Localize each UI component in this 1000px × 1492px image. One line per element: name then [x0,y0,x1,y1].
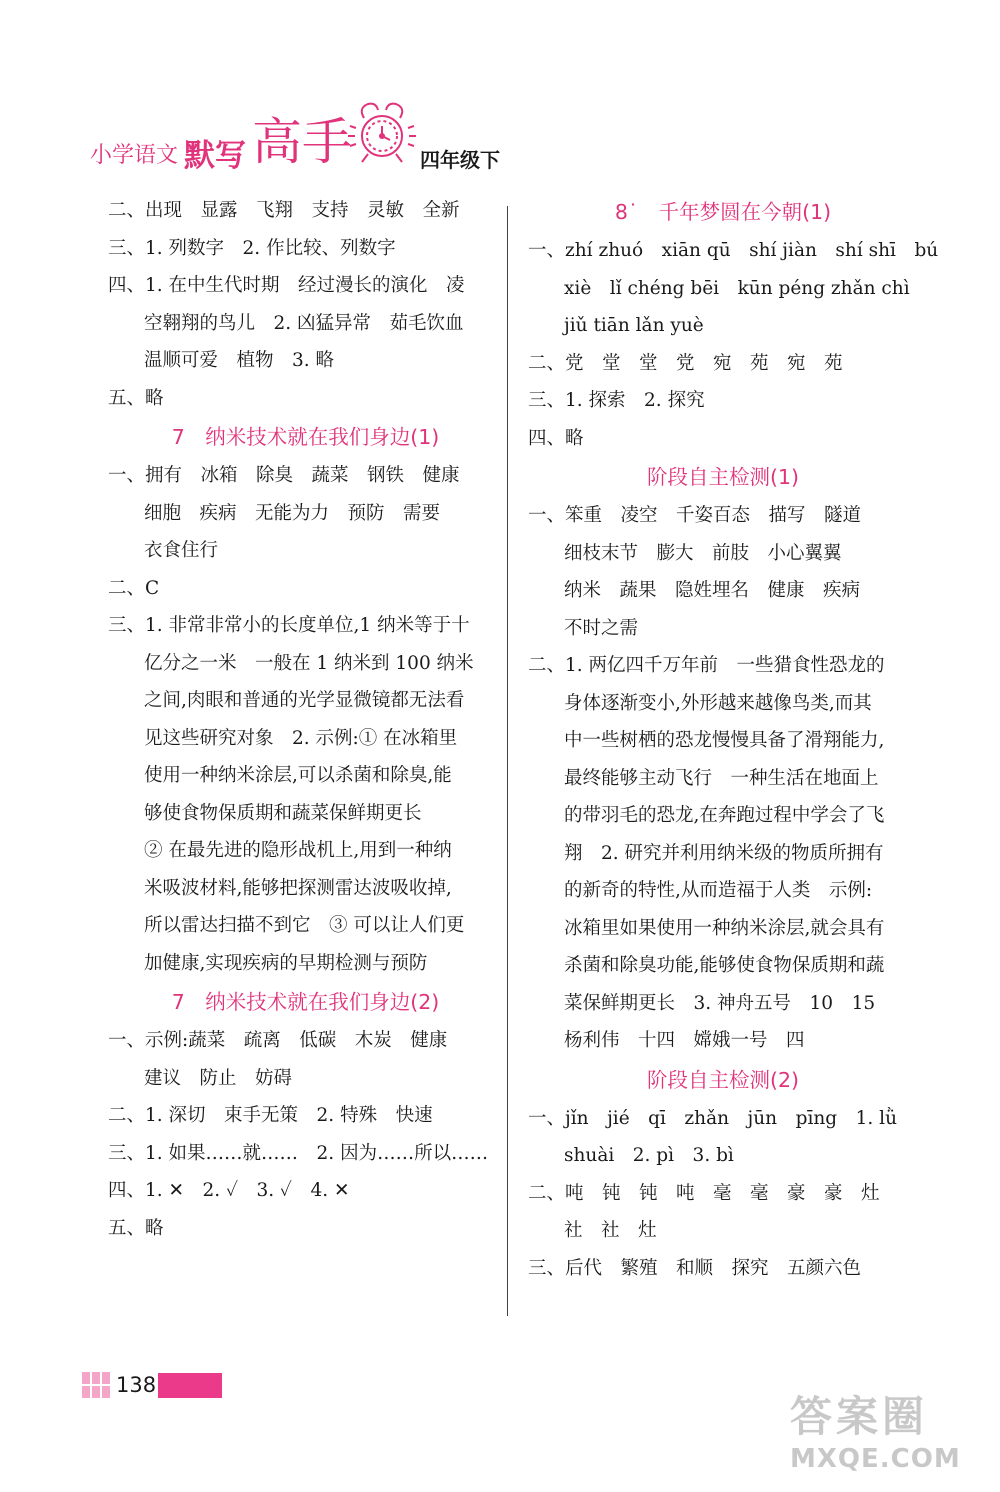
answer-line: 菜保鲜期更长 3. 神舟五号 10 15 [564,992,876,1014]
answer-line: 杨利伟 十四 嫦娥一号 四 [564,1030,805,1051]
answer-line: 一、示例:蔬菜 疏离 低碳 木炭 健康 [108,1030,448,1051]
section-title: 阶段自主检测(2) [646,1067,800,1092]
answer-line: 纳米 蔬果 隐姓埋名 健康 疾病 [564,580,861,601]
answer-line: jiǔ tiān lǎn yuè [564,315,704,336]
watermark-url: MXQE.COM [790,1444,961,1474]
answer-line: 的带羽毛的恐龙,在奔跑过程中学会了飞 [564,805,885,826]
answer-line: 身体逐渐变小,外形越来越像鸟类,而其 [564,692,872,714]
right-column [528,192,939,1287]
answer-line: 翔 2. 研究并利用纳米级的物质所拥有 [564,842,884,864]
answer-line: 所以雷达扫描不到它 ③ 可以让人们更 [144,915,465,936]
answer-line: 五、略 [108,387,164,409]
answer-line: 二、出现 显露 飞翔 支持 灵敏 全新 [108,200,460,221]
answer-line: 社 社 灶 [564,1220,657,1241]
answer-line: ② 在最先进的隐形战机上,用到一种纳 [144,840,452,861]
answer-line: 不时之需 [564,617,639,639]
answer-line: 亿分之一米 一般在 1 纳米到 100 纳米 [144,652,474,674]
answer-line: 二、1. 两亿四千万年前 一些猎食性恐龙的 [528,655,885,676]
brand-title-big: 高手 [252,113,352,171]
answer-line: 够使食物保质期和蔬菜保鲜期更长 [144,802,422,824]
brand-title-mid: 默写 [184,138,246,174]
answer-line: 一、jǐn jié qī zhǎn jūn pīng 1. lǜ [528,1107,897,1129]
footer-accent-bar [158,1373,222,1398]
left-column [108,192,503,1247]
answer-line: 细胞 疾病 无能为力 预防 需要 [144,502,441,524]
answer-line: 米吸波材料,能够把探测雷达波吸收掉, [144,877,452,899]
answer-line: 二、党 堂 堂 党 宛 苑 宛 苑 [528,352,843,374]
answer-line: 一、笨重 凌空 千姿百态 描写 隧道 [528,505,862,526]
answer-line: 五、略 [108,1217,164,1239]
answer-line: 四、1. ✕ 2. ✓ 3. ✓ 4. ✕ [108,1180,350,1201]
answer-line: 四、略 [528,427,584,449]
answer-line: 三、后代 繁殖 和顺 探究 五颜六色 [528,1257,862,1279]
answer-line: 一、拥有 冰箱 除臭 蔬菜 钢铁 健康 [108,465,460,486]
watermark-logo-text: 答案圈 [790,1392,929,1441]
answer-line: 三、1. 列数字 2. 作比较、列数字 [108,237,396,259]
answer-line: xiè lǐ chéng bēi kūn péng zhǎn chì [564,277,910,299]
brand-subject: 小学语文 [90,143,179,168]
answer-line: 二、1. 深切 束手无策 2. 特殊 快速 [108,1105,433,1126]
answer-line: 三、1. 探索 2. 探究 [528,390,705,411]
section-title: 7 纳米技术就在我们身边(2) [171,990,440,1014]
answer-line: 中一些树栖的恐龙慢慢具备了滑翔能力, [564,730,885,751]
answer-line: 使用一种纳米涂层,可以杀菌和除臭,能 [144,765,452,786]
answer-line: 最终能够主动飞行 一种生活在地面上 [564,767,879,789]
answer-line: 温顺可爱 植物 3. 略 [144,350,335,371]
answer-line: 四、1. 在中生代时期 经过漫长的演化 凌 [108,275,465,296]
watermark [790,1390,986,1486]
answer-line: 的新奇的特性,从而造福于人类 示例: [564,880,873,901]
answer-line: 细枝末节 膨大 前肢 小心翼翼 [564,542,842,564]
answer-line: 空翱翔的鸟儿 2. 凶猛异常 茹毛饮血 [144,312,464,334]
page-number: 138 [116,1373,157,1397]
answer-line: 杀菌和除臭功能,能够使食物保质期和蔬 [564,955,885,976]
answer-line: 三、1. 非常非常小的长度单位,1 纳米等于十 [108,615,470,636]
answer-line: 三、1. 如果……就…… 2. 因为……所以…… [108,1142,489,1164]
answer-line: shuài 2. pì 3. bì [564,1145,734,1166]
answer-line: 见这些研究对象 2. 示例:① 在冰箱里 [144,727,458,749]
answer-line: 建议 防止 妨碍 [144,1067,293,1089]
grade-label: 四年级下 [420,148,500,172]
answer-line: 冰箱里如果使用一种纳米涂层,就会具有 [564,917,885,939]
alarm-clock-icon [342,96,422,168]
footer-decoration [82,1372,112,1398]
column-divider [507,206,508,1316]
answer-line: 衣食住行 [144,540,219,561]
section-title: 7 纳米技术就在我们身边(1) [171,425,440,449]
section-title: 阶段自主检测(1) [646,465,800,489]
answer-line: 之间,肉眼和普通的光学显微镜都无法看 [144,690,465,711]
answer-line: 二、吨 钝 钝 吨 毫 毫 豪 豪 灶 [528,1182,880,1204]
answer-line: 二、C [108,577,160,599]
answer-line: 加健康,实现疾病的早期检测与预防 [144,952,428,974]
answer-line: 一、zhí zhuó xiān qū shí jiàn shí shī bú [528,240,939,261]
section-title: 8˙ 千年梦圆在今朝(1) [614,200,832,224]
